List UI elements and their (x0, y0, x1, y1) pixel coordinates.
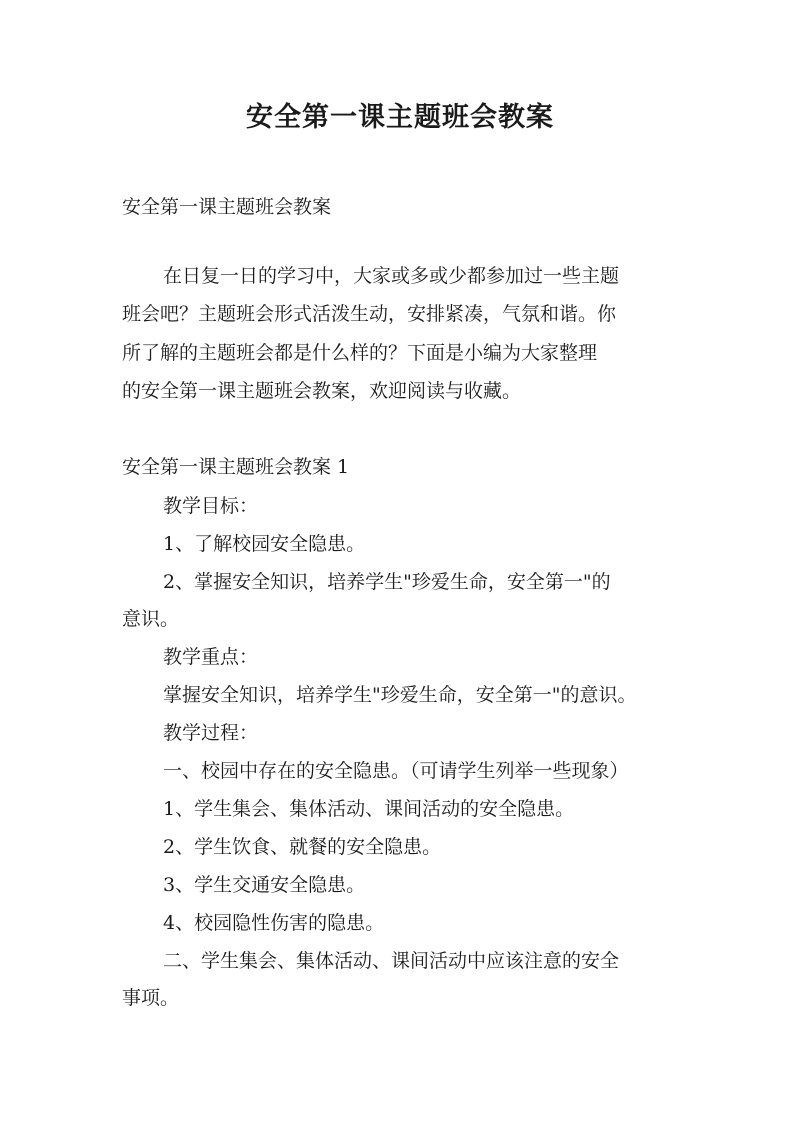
intro-line: 的安全第一课主题班会教案，欢迎阅读与收藏。 (122, 380, 522, 402)
document-title: 安全第一课主题班会教案 (246, 102, 554, 133)
body-line: 3、学生交通安全隐患。 (163, 874, 366, 896)
body-line: 意识。 (122, 608, 180, 630)
body-line: 掌握安全知识，培养学生"珍爱生命，安全第一"的意识。 (163, 684, 637, 706)
body-line: 教学目标： (163, 495, 259, 517)
intro-line: 班会吧？主题班会形式活泼生动，安排紧凑，气氛和谐。你 (122, 303, 617, 325)
intro-line: 在日复一日的学习中，大家或多或少都参加过一些主题 (163, 265, 620, 287)
body-line: 4、校园隐性伤害的隐患。 (163, 912, 385, 934)
section-title: 安全第一课主题班会教案 1 (122, 456, 350, 478)
document-subtitle: 安全第一课主题班会教案 (122, 196, 332, 218)
intro-line: 所了解的主题班会都是什么样的？下面是小编为大家整理 (122, 342, 598, 364)
body-line: 1、了解校园安全隐患。 (163, 533, 366, 555)
body-line: 2、掌握安全知识，培养学生"珍爱生命，安全第一"的 (163, 571, 611, 593)
body-line: 教学过程： (163, 722, 259, 744)
body-line: 1、学生集会、集体活动、课间活动的安全隐患。 (163, 798, 575, 820)
body-line: 一、校园中存在的安全隐患。（可请学生列举一些现象） (163, 760, 629, 782)
body-line: 教学重点： (163, 646, 259, 668)
body-line: 2、学生饮食、就餐的安全隐患。 (163, 836, 442, 858)
body-line: 二、学生集会、集体活动、课间活动中应该注意的安全 (163, 950, 620, 972)
body-line: 事项。 (122, 987, 180, 1009)
